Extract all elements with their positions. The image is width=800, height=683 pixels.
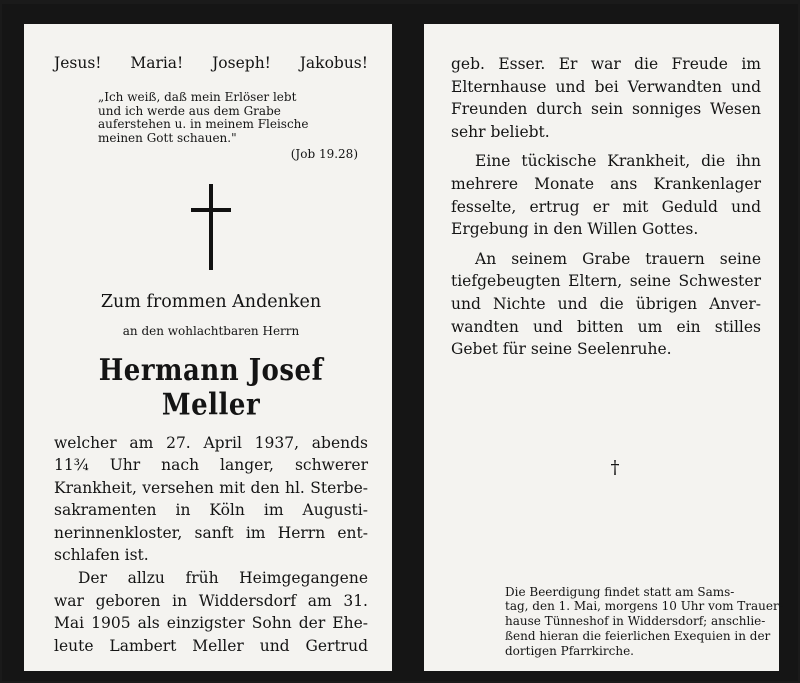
text-line: Eine tückische Krankheit, die ihn xyxy=(475,152,761,171)
invocation-jesus: Jesus! xyxy=(54,54,102,72)
biography-paragraph-2 xyxy=(54,567,368,657)
text-line: Elternhause und bei Verwandten und xyxy=(451,77,761,96)
quote-line: und ich werde aus dem Grabe xyxy=(98,103,281,118)
quote-line: meinen Gott schauen." xyxy=(98,130,237,145)
text-line: war geboren in Widdersdorf am 31. xyxy=(54,591,368,610)
quote-line: „Ich weiß, daß mein Erlöser lebt xyxy=(98,90,297,104)
text-line: mehrere Monate ans Krankenlager xyxy=(451,174,761,193)
text-line: sehr beliebt. xyxy=(451,122,550,141)
text-line: nerinnenkloster, sanft im Herrn ent- xyxy=(54,523,368,542)
text-line: geb. Esser. Er war die Freude im xyxy=(451,55,761,73)
text-line: fesselte, ertrug er mit Geduld und xyxy=(451,197,761,216)
illness-paragraph xyxy=(451,150,761,240)
notice-line: tag, den 1. Mai, morgens 10 Uhr vom Trauer- xyxy=(505,599,783,614)
biography-paragraph-3 xyxy=(451,53,761,143)
text-line: Freunden durch sein sonniges Wesen xyxy=(451,100,761,119)
text-line: und Nichte und die übrigen Anver- xyxy=(451,294,761,313)
text-line: tiefgebeugten Eltern, seine Schwester xyxy=(451,272,761,291)
invocation-jakobus: Jakobus! xyxy=(299,54,368,72)
text-line: Mai 1905 als einzigster Sohn der Ehe- xyxy=(54,614,368,633)
text-line: schlafen ist. xyxy=(54,546,149,565)
funeral-notice xyxy=(505,585,787,659)
text-line: Der allzu früh Heimgegangene xyxy=(78,569,368,588)
text-line: wandten und bitten um ein stilles xyxy=(451,317,761,336)
quote-reference: (Job 19.28) xyxy=(290,147,358,161)
text-line: An seinem Grabe trauern seine xyxy=(475,249,761,268)
right-page xyxy=(424,24,783,671)
notice-line: ßend hieran die feierlichen Exequien in der xyxy=(505,628,771,643)
invocation-maria: Maria! xyxy=(130,54,184,72)
invocation-joseph: Joseph! xyxy=(212,54,271,72)
mourners-paragraph xyxy=(451,248,761,361)
text-line: welcher am 27. April 1937, abends xyxy=(54,433,368,452)
notice-line: dortigen Pfarrkirche. xyxy=(505,643,634,658)
text-line: 11¾ Uhr nach langer, schwerer xyxy=(54,456,368,475)
invocation-line xyxy=(54,54,368,72)
notice-line: hause Tünneshof in Widdersdorf; anschlie- xyxy=(505,614,766,629)
text-line: leute Lambert Meller und Gertrud xyxy=(54,636,368,655)
memorial-card xyxy=(2,4,798,681)
notice-line: Die Beerdigung findet statt am Sams- xyxy=(505,584,735,599)
left-page xyxy=(24,24,392,671)
biography-paragraph-1 xyxy=(54,432,368,568)
small-cross-icon: † xyxy=(610,456,620,478)
quote-line: auferstehen u. in meinem Fleische xyxy=(98,117,309,131)
latin-cross-icon xyxy=(191,184,231,270)
text-line: Krankheit, versehen mit den hl. Sterbe- xyxy=(54,478,368,497)
dedication-line: an den wohlachtbaren Herrn xyxy=(122,323,300,338)
bible-quote xyxy=(98,91,358,162)
text-line: Ergebung in den Willen Gottes. xyxy=(451,220,699,239)
text-line: Gebet für seine Seelenruhe. xyxy=(451,340,672,359)
text-line: sakramenten in Köln im Augusti- xyxy=(54,501,368,520)
memorial-heading: Zum frommen Andenken xyxy=(100,291,322,312)
deceased-name: Hermann Josef Meller xyxy=(98,353,324,422)
